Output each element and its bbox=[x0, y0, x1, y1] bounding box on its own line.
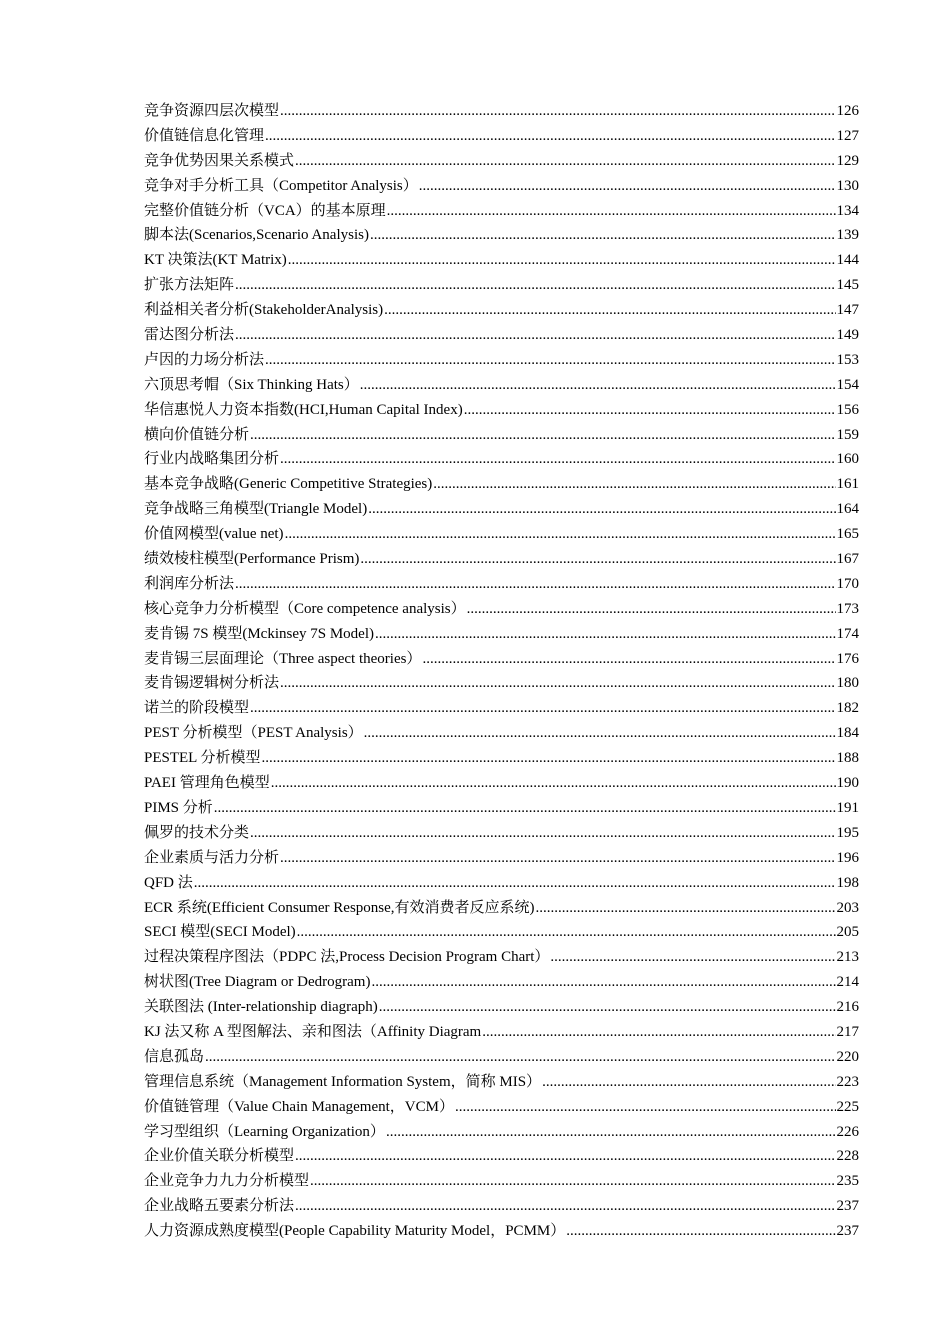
toc-entry[interactable] bbox=[144, 447, 859, 472]
toc-entry-title: 价值链信息化管理 bbox=[144, 127, 265, 144]
toc-entry-title: 卢因的力场分析法 bbox=[144, 351, 265, 368]
toc-dot-leader bbox=[265, 348, 835, 373]
toc-dot-leader bbox=[433, 472, 835, 497]
toc-entry-page-number: 159 bbox=[836, 426, 859, 443]
toc-dot-leader bbox=[271, 771, 836, 796]
toc-dot-leader bbox=[384, 298, 835, 323]
toc-entry[interactable] bbox=[144, 522, 859, 547]
toc-dot-leader bbox=[295, 149, 835, 174]
toc-entry-title: 企业价值关联分析模型 bbox=[144, 1148, 295, 1165]
toc-entry-title: 脚本法(Scenarios,Scenario Analysis) bbox=[144, 227, 369, 244]
toc-dot-leader bbox=[262, 746, 836, 771]
toc-dot-leader bbox=[455, 1095, 836, 1120]
toc-entry[interactable] bbox=[144, 746, 859, 771]
toc-entry[interactable] bbox=[144, 398, 859, 423]
toc-dot-leader bbox=[265, 124, 835, 149]
toc-entry[interactable] bbox=[144, 1144, 859, 1169]
toc-entry-title: 管理信息系统（Management Information System，简称 MIS） bbox=[144, 1073, 542, 1090]
toc-entry[interactable] bbox=[144, 1020, 859, 1045]
toc-dot-leader bbox=[368, 497, 835, 522]
toc-entry-title: 关联图法 (Inter-relationship diagraph) bbox=[144, 999, 378, 1016]
toc-entry-title: 过程决策程序图法（PDPC 法,Process Decision Program Chart） bbox=[144, 949, 550, 966]
toc-entry-page-number: 198 bbox=[836, 874, 859, 891]
toc-dot-leader bbox=[250, 696, 835, 721]
toc-entry-title: 诺兰的阶段模型 bbox=[144, 700, 250, 717]
toc-dot-leader bbox=[297, 920, 836, 945]
toc-dot-leader bbox=[482, 1020, 835, 1045]
toc-entry-title: 企业竞争力九力分析模型 bbox=[144, 1173, 310, 1190]
toc-entry-page-number: 203 bbox=[836, 899, 859, 916]
toc-entry[interactable] bbox=[144, 945, 859, 970]
toc-entry-title: 企业战略五要素分析法 bbox=[144, 1198, 295, 1215]
toc-entry-page-number: 139 bbox=[836, 227, 859, 244]
toc-entry-title: ECR 系统(Efficient Consumer Response,有效消费者反应系统) bbox=[144, 899, 535, 916]
toc-entry[interactable] bbox=[144, 1120, 859, 1145]
toc-entry-page-number: 154 bbox=[836, 376, 859, 393]
toc-entry-page-number: 174 bbox=[836, 625, 859, 642]
toc-entry[interactable] bbox=[144, 199, 859, 224]
toc-dot-leader bbox=[419, 174, 836, 199]
toc-entry-page-number: 190 bbox=[836, 775, 859, 792]
toc-entry-title: 佩罗的技术分类 bbox=[144, 824, 250, 841]
toc-entry-title: SECI 模型(SECI Model) bbox=[144, 924, 296, 941]
toc-entry-title: 横向价值链分析 bbox=[144, 426, 250, 443]
toc-dot-leader bbox=[295, 1194, 835, 1219]
toc-entry-page-number: 130 bbox=[836, 177, 859, 194]
toc-entry-page-number: 237 bbox=[836, 1223, 859, 1240]
toc-dot-leader bbox=[467, 597, 836, 622]
toc-entry-title: 人力资源成熟度模型(People Capability Maturity Model，PCMM） bbox=[144, 1223, 566, 1240]
toc-entry[interactable] bbox=[144, 597, 859, 622]
toc-dot-leader bbox=[360, 373, 836, 398]
toc-entry-title: 竞争战略三角模型(Triangle Model) bbox=[144, 501, 368, 518]
toc-entry[interactable] bbox=[144, 1095, 859, 1120]
toc-entry-title: 麦肯锡三层面理论（Three aspect theories） bbox=[144, 650, 422, 667]
toc-entry[interactable] bbox=[144, 920, 859, 945]
toc-entry-page-number: 164 bbox=[836, 501, 859, 518]
toc-entry-page-number: 223 bbox=[836, 1073, 859, 1090]
toc-entry-page-number: 170 bbox=[836, 575, 859, 592]
toc-dot-leader bbox=[194, 871, 836, 896]
toc-dot-leader bbox=[250, 423, 835, 448]
toc-dot-leader bbox=[214, 796, 836, 821]
toc-dot-leader bbox=[542, 1070, 835, 1095]
toc-entry-page-number: 235 bbox=[836, 1173, 859, 1190]
toc-entry-title: PESTEL 分析模型 bbox=[144, 750, 261, 767]
toc-entry-page-number: 144 bbox=[836, 252, 859, 269]
toc-dot-leader bbox=[370, 223, 836, 248]
toc-entry[interactable] bbox=[144, 896, 859, 921]
toc-entry-page-number: 214 bbox=[836, 974, 859, 991]
toc-entry-title: PIMS 分析 bbox=[144, 799, 213, 816]
toc-dot-leader bbox=[310, 1169, 835, 1194]
toc-entry-title: 完整价值链分析（VCA）的基本原理 bbox=[144, 202, 386, 219]
toc-entry[interactable] bbox=[144, 671, 859, 696]
toc-entry-page-number: 196 bbox=[836, 849, 859, 866]
toc-entry-page-number: 147 bbox=[836, 302, 859, 319]
toc-entry-title: 华信惠悦人力资本指数(HCI,Human Capital Index) bbox=[144, 401, 463, 418]
toc-dot-leader bbox=[285, 522, 836, 547]
toc-entry[interactable] bbox=[144, 248, 859, 273]
toc-entry-page-number: 153 bbox=[836, 351, 859, 368]
toc-entry[interactable] bbox=[144, 821, 859, 846]
toc-entry-page-number: 127 bbox=[836, 127, 859, 144]
toc-entry-page-number: 237 bbox=[836, 1198, 859, 1215]
toc-entry[interactable] bbox=[144, 423, 859, 448]
toc-entry-page-number: 134 bbox=[836, 202, 859, 219]
toc-entry[interactable] bbox=[144, 547, 859, 572]
toc-entry-title: 扩张方法矩阵 bbox=[144, 277, 235, 294]
toc-entry-page-number: 213 bbox=[836, 949, 859, 966]
toc-entry[interactable] bbox=[144, 1219, 859, 1244]
toc-entry-page-number: 216 bbox=[836, 999, 859, 1016]
toc-dot-leader bbox=[360, 547, 835, 572]
toc-entry-page-number: 217 bbox=[836, 1023, 859, 1040]
toc-entry-page-number: 126 bbox=[836, 103, 859, 119]
toc-entry[interactable] bbox=[144, 995, 859, 1020]
toc-entry[interactable] bbox=[144, 721, 859, 746]
toc-entry-page-number: 205 bbox=[836, 924, 859, 941]
toc-entry[interactable] bbox=[144, 497, 859, 522]
toc-entry[interactable] bbox=[144, 1169, 859, 1194]
toc-entry-title: QFD 法 bbox=[144, 874, 193, 891]
toc-entry-page-number: 225 bbox=[836, 1098, 859, 1115]
toc-entry[interactable] bbox=[144, 124, 859, 149]
toc-entry[interactable] bbox=[144, 149, 859, 174]
toc-dot-leader bbox=[375, 622, 836, 647]
toc-entry-title: 价值网模型(value net) bbox=[144, 526, 284, 543]
toc-entry[interactable] bbox=[144, 472, 859, 497]
toc-entry[interactable] bbox=[144, 223, 859, 248]
toc-entry-page-number: 176 bbox=[836, 650, 859, 667]
toc-entry-page-number: 228 bbox=[836, 1148, 859, 1165]
toc-entry[interactable] bbox=[144, 99, 859, 124]
toc-entry-page-number: 161 bbox=[836, 476, 859, 493]
toc-entry-title: PEST 分析模型（PEST Analysis） bbox=[144, 725, 363, 742]
toc-dot-leader bbox=[235, 572, 835, 597]
toc-entry[interactable] bbox=[144, 298, 859, 323]
toc-entry-page-number: 191 bbox=[836, 799, 859, 816]
toc-entry-title: 六顶思考帽（Six Thinking Hats） bbox=[144, 376, 359, 393]
toc-entry[interactable] bbox=[144, 1070, 859, 1095]
toc-entry-title: 麦肯锡逻辑树分析法 bbox=[144, 675, 280, 692]
toc-dot-leader bbox=[288, 248, 836, 273]
toc-entry-page-number: 226 bbox=[836, 1123, 859, 1140]
toc-entry-page-number: 145 bbox=[836, 277, 859, 294]
toc-dot-leader bbox=[295, 1144, 835, 1169]
toc-entry-page-number: 173 bbox=[836, 600, 859, 617]
toc-entry[interactable] bbox=[144, 373, 859, 398]
toc-entry-title: 信息孤岛 bbox=[144, 1048, 205, 1065]
toc-entry-title: KT 决策法(KT Matrix) bbox=[144, 252, 287, 269]
toc-entry[interactable] bbox=[144, 348, 859, 373]
toc-dot-leader bbox=[536, 896, 836, 921]
toc-entry-title: 竞争优势因果关系模式 bbox=[144, 152, 295, 169]
toc-dot-leader bbox=[235, 323, 835, 348]
toc-entry-page-number: 129 bbox=[836, 152, 859, 169]
toc-dot-leader bbox=[386, 1120, 836, 1145]
toc-entry-title: 基本竞争战略(Generic Competitive Strategies) bbox=[144, 476, 433, 493]
toc-entry-page-number: 167 bbox=[836, 551, 859, 568]
toc-entry-page-number: 149 bbox=[836, 327, 859, 344]
toc-entry-page-number: 165 bbox=[836, 526, 859, 543]
toc-entry-title: 企业素质与活力分析 bbox=[144, 849, 280, 866]
toc-entry-title: PAEI 管理角色模型 bbox=[144, 775, 270, 792]
toc-dot-leader bbox=[280, 846, 835, 871]
toc-entry-page-number: 220 bbox=[836, 1048, 859, 1065]
toc-entry[interactable] bbox=[144, 771, 859, 796]
toc-entry-page-number: 156 bbox=[836, 401, 859, 418]
toc-entry[interactable] bbox=[144, 696, 859, 721]
toc-dot-leader bbox=[371, 970, 835, 995]
toc-entry[interactable] bbox=[144, 846, 859, 871]
toc-entry[interactable] bbox=[144, 622, 859, 647]
toc-entry-title: 竞争资源四层次模型 bbox=[144, 103, 280, 119]
toc-dot-leader bbox=[205, 1045, 835, 1070]
toc-entry-title: 价值链管理（Value Chain Management，VCM） bbox=[144, 1098, 454, 1115]
toc-dot-leader bbox=[387, 199, 836, 224]
toc-entry[interactable] bbox=[144, 323, 859, 348]
toc-entry-page-number: 188 bbox=[836, 750, 859, 767]
toc-dot-leader bbox=[422, 647, 835, 672]
toc-entry-title: 学习型组织（Learning Organization） bbox=[144, 1123, 385, 1140]
toc-entry-page-number: 180 bbox=[836, 675, 859, 692]
toc-entry-page-number: 160 bbox=[836, 451, 859, 468]
toc-entry-title: KJ 法又称 A 型图解法、亲和图法（Affinity Diagram bbox=[144, 1023, 482, 1040]
toc-entry-page-number: 195 bbox=[836, 824, 859, 841]
toc-dot-leader bbox=[566, 1219, 835, 1244]
toc-entry-title: 麦肯锡 7S 模型(Mckinsey 7S Model) bbox=[144, 625, 374, 642]
table-of-contents bbox=[144, 99, 859, 1244]
toc-entry[interactable] bbox=[144, 572, 859, 597]
toc-entry-title: 竞争对手分析工具（Competitor Analysis） bbox=[144, 177, 418, 194]
toc-entry[interactable] bbox=[144, 970, 859, 995]
toc-entry-title: 行业内战略集团分析 bbox=[144, 451, 280, 468]
toc-entry-title: 绩效棱柱模型(Performance Prism) bbox=[144, 551, 360, 568]
toc-entry-title: 雷达图分析法 bbox=[144, 327, 235, 344]
toc-entry[interactable] bbox=[144, 871, 859, 896]
toc-entry-title: 利益相关者分析(StakeholderAnalysis) bbox=[144, 302, 384, 319]
toc-entry[interactable] bbox=[144, 273, 859, 298]
toc-entry[interactable] bbox=[144, 1045, 859, 1070]
toc-entry-title: 利润库分析法 bbox=[144, 575, 235, 592]
toc-dot-leader bbox=[280, 99, 835, 124]
toc-entry[interactable] bbox=[144, 647, 859, 672]
toc-dot-leader bbox=[250, 821, 835, 846]
toc-entry-title: 树状图(Tree Diagram or Dedrogram) bbox=[144, 974, 371, 991]
toc-entry[interactable] bbox=[144, 1194, 859, 1219]
toc-dot-leader bbox=[235, 273, 835, 298]
toc-entry[interactable] bbox=[144, 796, 859, 821]
toc-entry-page-number: 184 bbox=[836, 725, 859, 742]
toc-dot-leader bbox=[280, 447, 835, 472]
toc-dot-leader bbox=[280, 671, 835, 696]
toc-dot-leader bbox=[550, 945, 835, 970]
toc-entry-page-number: 182 bbox=[836, 700, 859, 717]
toc-dot-leader bbox=[379, 995, 836, 1020]
toc-entry[interactable] bbox=[144, 174, 859, 199]
toc-dot-leader bbox=[364, 721, 836, 746]
toc-dot-leader bbox=[464, 398, 836, 423]
toc-entry-title: 核心竞争力分析模型（Core competence analysis） bbox=[144, 600, 466, 617]
